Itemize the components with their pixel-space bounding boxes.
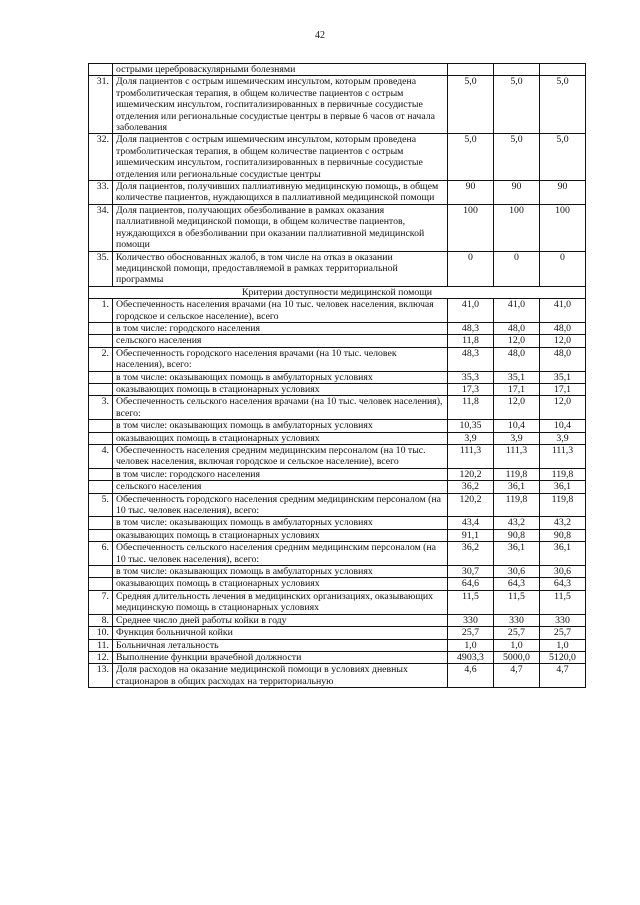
value-year-1: 5,0: [448, 76, 494, 134]
indicator-name: Среднее число дней работы койки в году: [113, 614, 448, 626]
table-row: [89, 639, 586, 651]
value-year-2: 41,0: [494, 299, 540, 323]
indicator-name: острыми цереброваскулярными болезнями: [113, 64, 448, 76]
table-row: [89, 396, 586, 420]
value-year-2: 35,1: [494, 371, 540, 383]
indicator-name: Функция больничной койки: [113, 627, 448, 639]
row-number: [89, 468, 113, 480]
row-number: [89, 566, 113, 578]
value-year-2: 119,8: [494, 493, 540, 517]
value-year-3: 36,1: [540, 542, 586, 566]
row-number: 31.: [89, 76, 113, 134]
table-row: [89, 204, 586, 251]
indicator-name: оказывающих помощь в стационарных условиях: [113, 432, 448, 444]
value-year-3: 5120,0: [540, 651, 586, 663]
value-year-2: 12,0: [494, 396, 540, 420]
value-year-2: 17,1: [494, 383, 540, 395]
value-year-1: 35,3: [448, 371, 494, 383]
value-year-1: 30,7: [448, 566, 494, 578]
table-row: [89, 445, 586, 469]
indicator-name: Доля пациентов с острым ишемическим инсультом, которым проведена тромболитическая терапия, в общем количестве пациентов с острым ишемическим инсультом, госпитализированных в первичные сосудистые отделения или региональные сосудистые центры в первые 6 часов от начала заболевания: [113, 76, 448, 134]
row-number: [89, 420, 113, 432]
value-year-1: 11,5: [448, 590, 494, 614]
indicator-name: Обеспеченность населения врачами (на 10 тыс. человек населения, включая городское и сельское население), всего: [113, 299, 448, 323]
value-year-3: 12,0: [540, 396, 586, 420]
value-year-2: 12,0: [494, 335, 540, 347]
table-row: [89, 517, 586, 529]
indicator-name: в том числе: городского населения: [113, 322, 448, 334]
row-number: 13.: [89, 664, 113, 688]
table-row: [89, 529, 586, 541]
table-row: [89, 383, 586, 395]
indicator-name: Обеспеченность городского населения средним медицинским персоналом (на 10 тыс. человек населения), всего:: [113, 493, 448, 517]
page-number: 42: [315, 30, 325, 41]
table-row: [89, 335, 586, 347]
row-number: 5.: [89, 493, 113, 517]
value-year-1: 330: [448, 614, 494, 626]
indicator-name: Обеспеченность сельского населения средним медицинским персоналом (на 10 тыс. человек населения), всего:: [113, 542, 448, 566]
value-year-3: 5,0: [540, 134, 586, 181]
table-row: [89, 64, 586, 76]
value-year-1: 11,8: [448, 335, 494, 347]
section-heading: Критерии доступности медицинской помощи: [89, 286, 586, 298]
indicator-name: оказывающих помощь в стационарных условиях: [113, 383, 448, 395]
value-year-2: 48,0: [494, 347, 540, 371]
value-year-2: 10,4: [494, 420, 540, 432]
value-year-1: 64,6: [448, 578, 494, 590]
value-year-2: 1,0: [494, 639, 540, 651]
value-year-3: 48,0: [540, 347, 586, 371]
table-row: [89, 432, 586, 444]
row-number: 4.: [89, 445, 113, 469]
indicator-name: Доля пациентов, получивших паллиативную медицинскую помощь, в общем количестве пациентов, нуждающихся в паллиативной медицинской помощи: [113, 181, 448, 205]
row-number: 8.: [89, 614, 113, 626]
value-year-3: 12,0: [540, 335, 586, 347]
value-year-2: 36,1: [494, 481, 540, 493]
row-number: [89, 517, 113, 529]
table-row: [89, 251, 586, 286]
value-year-3: 111,3: [540, 445, 586, 469]
row-number: 1.: [89, 299, 113, 323]
value-year-1: 36,2: [448, 481, 494, 493]
value-year-3: 119,8: [540, 493, 586, 517]
value-year-1: 90: [448, 181, 494, 205]
value-year-3: 48,0: [540, 322, 586, 334]
value-year-1: 10,35: [448, 420, 494, 432]
value-year-3: 64,3: [540, 578, 586, 590]
value-year-1: 36,2: [448, 542, 494, 566]
value-year-2: 0: [494, 251, 540, 286]
value-year-1: 25,7: [448, 627, 494, 639]
row-number: [89, 578, 113, 590]
value-year-2: 90,8: [494, 529, 540, 541]
indicator-name: в том числе: оказывающих помощь в амбулаторных условиях: [113, 517, 448, 529]
value-year-2: 43,2: [494, 517, 540, 529]
value-year-3: 43,2: [540, 517, 586, 529]
value-year-1: 100: [448, 204, 494, 251]
indicator-name: Обеспеченность городского населения врачами (на 10 тыс. человек населения), всего:: [113, 347, 448, 371]
value-year-2: [494, 64, 540, 76]
value-year-1: 1,0: [448, 639, 494, 651]
value-year-2: 48,0: [494, 322, 540, 334]
indicator-name: оказывающих помощь в стационарных условиях: [113, 529, 448, 541]
value-year-1: 41,0: [448, 299, 494, 323]
value-year-1: 5,0: [448, 134, 494, 181]
value-year-2: 5,0: [494, 76, 540, 134]
value-year-3: 11,5: [540, 590, 586, 614]
indicator-name: в том числе: оказывающих помощь в амбулаторных условиях: [113, 566, 448, 578]
value-year-3: 3,9: [540, 432, 586, 444]
table-row: [89, 566, 586, 578]
value-year-3: 41,0: [540, 299, 586, 323]
table-row: [89, 614, 586, 626]
indicator-name: Обеспеченность сельского населения врачами (на 10 тыс. человек населения), всего:: [113, 396, 448, 420]
value-year-3: 25,7: [540, 627, 586, 639]
value-year-1: 91,1: [448, 529, 494, 541]
table-row: [89, 299, 586, 323]
value-year-2: 5000,0: [494, 651, 540, 663]
value-year-1: 4903,3: [448, 651, 494, 663]
value-year-2: 11,5: [494, 590, 540, 614]
value-year-2: 90: [494, 181, 540, 205]
indicator-name: в том числе: городского населения: [113, 468, 448, 480]
row-number: 10.: [89, 627, 113, 639]
row-number: 33.: [89, 181, 113, 205]
row-number: 6.: [89, 542, 113, 566]
indicator-name: сельского населения: [113, 335, 448, 347]
value-year-2: 100: [494, 204, 540, 251]
row-number: [89, 383, 113, 395]
value-year-1: 48,3: [448, 322, 494, 334]
indicator-name: Средняя длительность лечения в медицинских организациях, оказывающих медицинскую помощь в стационарных условиях: [113, 590, 448, 614]
value-year-1: 4,6: [448, 664, 494, 688]
value-year-3: 36,1: [540, 481, 586, 493]
indicator-name: в том числе: оказывающих помощь в амбулаторных условиях: [113, 420, 448, 432]
value-year-3: 10,4: [540, 420, 586, 432]
indicator-name: Больничная летальность: [113, 639, 448, 651]
value-year-3: 330: [540, 614, 586, 626]
value-year-1: 0: [448, 251, 494, 286]
row-number: [89, 432, 113, 444]
value-year-1: 120,2: [448, 493, 494, 517]
row-number: 2.: [89, 347, 113, 371]
row-number: [89, 322, 113, 334]
indicator-name: в том числе: оказывающих помощь в амбулаторных условиях: [113, 371, 448, 383]
value-year-2: 25,7: [494, 627, 540, 639]
row-number: 11.: [89, 639, 113, 651]
table-body: [89, 64, 586, 688]
value-year-3: 17,1: [540, 383, 586, 395]
value-year-3: 1,0: [540, 639, 586, 651]
row-number: 32.: [89, 134, 113, 181]
value-year-2: 330: [494, 614, 540, 626]
value-year-2: 64,3: [494, 578, 540, 590]
value-year-3: 0: [540, 251, 586, 286]
value-year-1: [448, 64, 494, 76]
indicator-name: сельского населения: [113, 481, 448, 493]
row-number: 35.: [89, 251, 113, 286]
row-number: 12.: [89, 651, 113, 663]
indicator-name: Доля расходов на оказание медицинской помощи в условиях дневных стационаров в общих расходах на территориальную: [113, 664, 448, 688]
value-year-3: 100: [540, 204, 586, 251]
value-year-3: 90,8: [540, 529, 586, 541]
value-year-1: 120,2: [448, 468, 494, 480]
value-year-1: 111,3: [448, 445, 494, 469]
value-year-2: 119,8: [494, 468, 540, 480]
row-number: 34.: [89, 204, 113, 251]
table-row: [89, 322, 586, 334]
indicator-name: Доля пациентов, получающих обезболивание в рамках оказания паллиативной медицинской помощи, в общем количестве пациентов, нуждающихся в обезболивании при оказании паллиативной медицинской помощи: [113, 204, 448, 251]
table-row: [89, 493, 586, 517]
value-year-2: 5,0: [494, 134, 540, 181]
value-year-2: 30,6: [494, 566, 540, 578]
value-year-3: [540, 64, 586, 76]
indicator-name: оказывающих помощь в стационарных условиях: [113, 578, 448, 590]
value-year-3: 119,8: [540, 468, 586, 480]
table-row: [89, 664, 586, 688]
table-row: [89, 76, 586, 134]
table-row: [89, 578, 586, 590]
indicator-name: Количество обоснованных жалоб, в том числе на отказ в оказании медицинской помощи, предоставляемой в рамках территориальной программы: [113, 251, 448, 286]
table-row: [89, 371, 586, 383]
value-year-1: 3,9: [448, 432, 494, 444]
indicator-name: Доля пациентов с острым ишемическим инсультом, которым проведена тромболитическая терапия, в общем количестве пациентов с острым ишемическим инсультом, госпитализированных в первичные сосудистые отделения или региональные сосудистые центры: [113, 134, 448, 181]
table-row: [89, 651, 586, 663]
value-year-1: 48,3: [448, 347, 494, 371]
table-row: [89, 181, 586, 205]
section-heading-row: [89, 286, 586, 298]
value-year-1: 17,3: [448, 383, 494, 395]
value-year-2: 3,9: [494, 432, 540, 444]
row-number: 7.: [89, 590, 113, 614]
table-row: [89, 420, 586, 432]
value-year-1: 43,4: [448, 517, 494, 529]
row-number: [89, 529, 113, 541]
table-row: [89, 542, 586, 566]
value-year-2: 36,1: [494, 542, 540, 566]
table-row: [89, 347, 586, 371]
row-number: 3.: [89, 396, 113, 420]
value-year-3: 30,6: [540, 566, 586, 578]
row-number: [89, 371, 113, 383]
row-number: [89, 335, 113, 347]
table-row: [89, 134, 586, 181]
table-row: [89, 468, 586, 480]
value-year-3: 90: [540, 181, 586, 205]
value-year-3: 4,7: [540, 664, 586, 688]
row-number: [89, 481, 113, 493]
indicator-name: Обеспеченность населения средним медицинским персоналом (на 10 тыс. человек населения, включая городское и сельское население), всего: [113, 445, 448, 469]
row-number: [89, 64, 113, 76]
table-row: [89, 627, 586, 639]
value-year-2: 111,3: [494, 445, 540, 469]
table-row: [89, 590, 586, 614]
indicator-name: Выполнение функции врачебной должности: [113, 651, 448, 663]
criteria-table: [88, 63, 586, 688]
value-year-1: 11,8: [448, 396, 494, 420]
value-year-3: 35,1: [540, 371, 586, 383]
value-year-3: 5,0: [540, 76, 586, 134]
table-row: [89, 481, 586, 493]
value-year-2: 4,7: [494, 664, 540, 688]
